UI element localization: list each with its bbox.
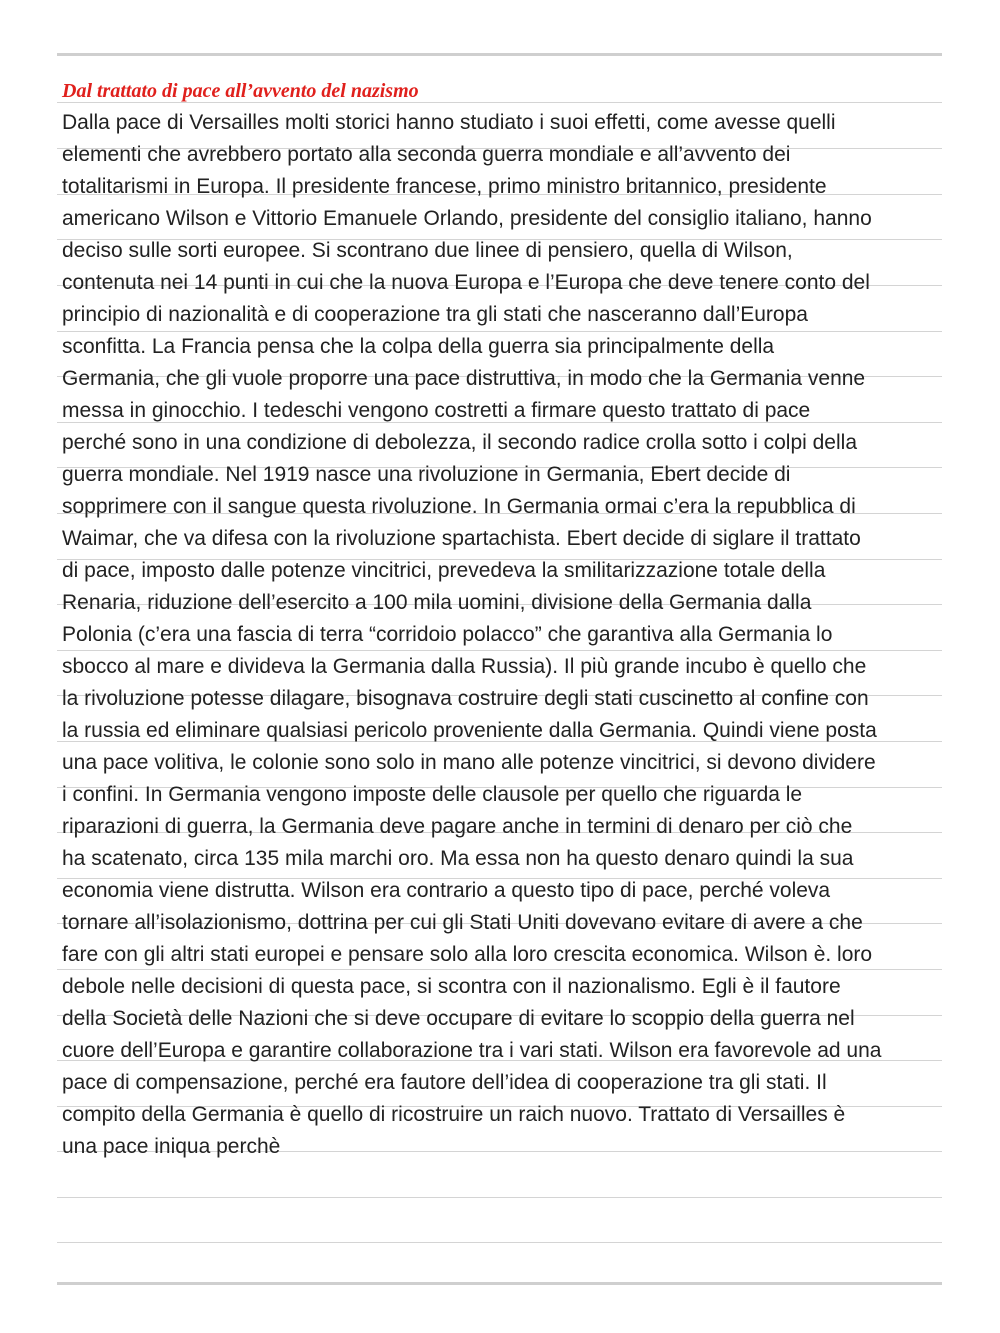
text-line: Germania, che gli vuole proporre una pace distruttiva, in modo che la Germania venne	[62, 367, 866, 390]
ruled-line	[57, 331, 942, 332]
text-line: una pace volitiva, le colonie sono solo in mano alle potenze vincitrici, si devono dividere	[62, 751, 876, 774]
text-line: compito della Germania è quello di ricostruire un raich nuovo. Trattato di Versailles è	[62, 1103, 846, 1126]
text-line: perché sono in una condizione di debolezza, il secondo radice crolla sotto i colpi della	[62, 431, 857, 454]
ruled-line	[57, 1242, 942, 1243]
ruled-line	[57, 1197, 942, 1198]
document-title: Dal trattato di pace all’avvento del nazismo	[62, 80, 419, 102]
text-line: Polonia (c’era una fascia di terra “corridoio polacco” che garantiva alla Germania lo	[62, 623, 833, 646]
text-line: Dalla pace di Versailles molti storici hanno studiato i suoi effetti, come avesse quelli	[62, 111, 836, 134]
text-line: della Società delle Nazioni che si deve occupare di evitare lo scoppio della guerra nel	[62, 1007, 855, 1030]
top-border-rule	[57, 53, 942, 56]
bottom-border-rule	[57, 1282, 942, 1285]
text-line: elementi che avrebbero portato alla seconda guerra mondiale e all’avvento dei	[62, 143, 791, 166]
text-line: i confini. In Germania vengono imposte delle clausole per quello che riguarda le	[62, 783, 803, 806]
text-line: fare con gli altri stati europei e pensare solo alla loro crescita economica. Wilson è. loro	[62, 943, 873, 966]
text-line: Waimar, che va difesa con la rivoluzione spartachista. Ebert decide di siglare il trattato	[62, 527, 861, 550]
text-line: debole nelle decisioni di questa pace, si scontra con il nazionalismo. Egli è il fautore	[62, 975, 841, 998]
ruled-line	[57, 650, 942, 651]
text-line: guerra mondiale. Nel 1919 nasce una rivoluzione in Germania, Ebert decide di	[62, 463, 791, 486]
text-line: la rivoluzione potesse dilagare, bisognava costruire degli stati cuscinetto al confine con	[62, 687, 869, 710]
text-line: principio di nazionalità e di cooperazione tra gli stati che nasceranno dall’Europa	[62, 303, 808, 326]
text-line: sopprimere con il sangue questa rivoluzione. In Germania ormai c’era la repubblica di	[62, 495, 856, 518]
text-line: sbocco al mare e divideva la Germania dalla Russia). Il più grande incubo è quello che	[62, 655, 867, 678]
text-line: pace di compensazione, perché era fautore dell’idea di cooperazione tra gli stati. Il	[62, 1071, 827, 1094]
text-line: sconfitta. La Francia pensa che la colpa della guerra sia principalmente della	[62, 335, 775, 358]
ruled-line	[57, 102, 942, 103]
text-line: ha scatenato, circa 135 mila marchi oro. Ma essa non ha questo denaro quindi la sua	[62, 847, 854, 870]
text-line: cuore dell’Europa e garantire collaborazione tra i vari stati. Wilson era favorevole ad una	[62, 1039, 882, 1062]
text-line: messa in ginocchio. I tedeschi vengono costretti a firmare questo trattato di pace	[62, 399, 811, 422]
text-line: tornare all’isolazionismo, dottrina per cui gli Stati Uniti dovevano evitare di avere a che	[62, 911, 863, 934]
text-line: di pace, imposto dalle potenze vincitrici, prevedeva la smilitarizzazione totale della	[62, 559, 826, 582]
text-line: una pace iniqua perchè	[62, 1135, 281, 1158]
text-line: la russia ed eliminare qualsiasi pericolo proveniente dalla Germania. Quindi viene posta	[62, 719, 877, 742]
text-line: riparazioni di guerra, la Germania deve pagare anche in termini di denaro per ciò che	[62, 815, 853, 838]
text-line: americano Wilson e Vittorio Emanuele Orlando, presidente del consiglio italiano, hanno	[62, 207, 872, 230]
ruled-line	[57, 969, 942, 970]
text-line: deciso sulle sorti europee. Si scontrano due linee di pensiero, quella di Wilson,	[62, 239, 793, 262]
text-line: Renaria, riduzione dell’esercito a 100 mila uomini, divisione della Germania dalla	[62, 591, 812, 614]
text-line: contenuta nei 14 punti in cui che la nuova Europa e l’Europa che deve tenere conto del	[62, 271, 870, 294]
text-line: economia viene distrutta. Wilson era contrario a questo tipo di pace, perché voleva	[62, 879, 831, 902]
text-line: totalitarismi in Europa. Il presidente francese, primo ministro britannico, presidente	[62, 175, 827, 198]
